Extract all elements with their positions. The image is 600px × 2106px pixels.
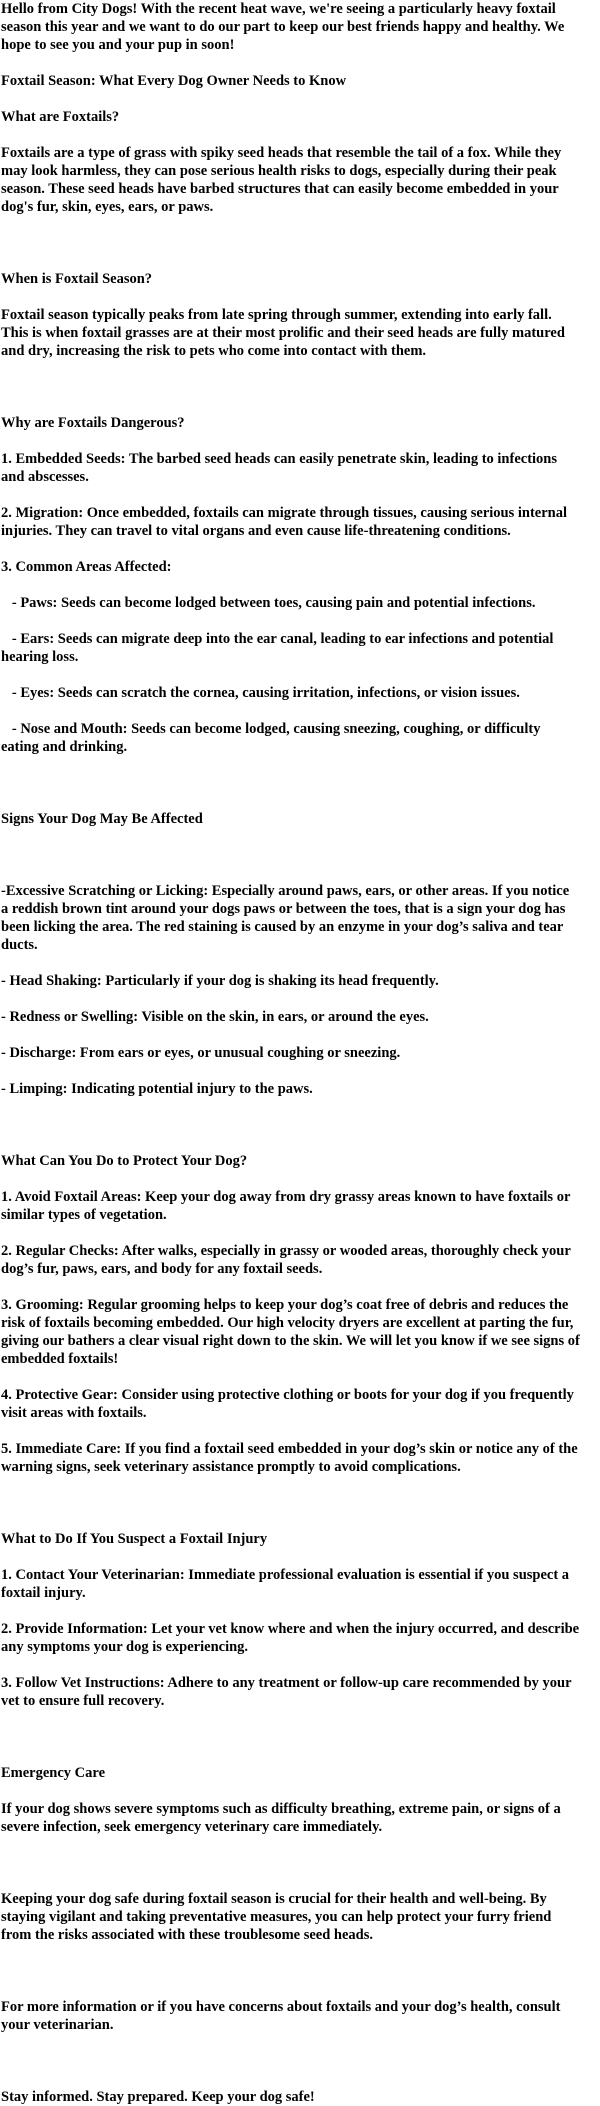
list-item: -Excessive Scratching or Licking: Especially around paws, ears, or other areas. If you notice a reddish brown tint around your dogs paws or between the toes, that is a sign your dog has been licking the area. The red staining is caused by an enzyme in your dog’s saliva and tear ducts. bbox=[1, 883, 577, 953]
list-item: - Paws: Seeds can become lodged between toes, causing pain and potential infections. bbox=[1, 595, 536, 611]
closing-paragraph: Keeping your dog safe during foxtail season is crucial for their health and well-being. By staying vigilant and taking preventative measures, you can help protect your furry friend from the risks associated with these troublesome seed heads. bbox=[1, 1891, 555, 1943]
signoff-line: Stay informed. Stay prepared. Keep your dog safe! bbox=[1, 2089, 315, 2105]
list-item: - Head Shaking: Particularly if your dog is shaking its head frequently. bbox=[1, 973, 439, 989]
list-item: 5. Immediate Care: If you find a foxtail seed embedded in your dog’s skin or notice any of the warning signs, seek veterinary assistance promptly to avoid complications. bbox=[1, 1441, 582, 1475]
section-heading-emergency: Emergency Care bbox=[1, 1765, 106, 1781]
list-item: - Limping: Indicating potential injury to the paws. bbox=[1, 1081, 313, 1097]
list-item: 1. Contact Your Veterinarian: Immediate professional evaluation is essential if you suspect a foxtail injury. bbox=[1, 1567, 573, 1601]
section-heading-suspect: What to Do If You Suspect a Foxtail Injury bbox=[1, 1531, 268, 1547]
list-item: 2. Migration: Once embedded, foxtails can migrate through tissues, causing serious internal injuries. They can travel to vital organs and even cause life-threatening conditions. bbox=[1, 505, 571, 539]
list-item: 1. Embedded Seeds: The barbed seed heads can easily penetrate skin, leading to infections and abscesses. bbox=[1, 451, 561, 485]
list-item: - Redness or Swelling: Visible on the skin, in ears, or around the eyes. bbox=[1, 1009, 429, 1025]
section-body-what: Foxtails are a type of grass with spiky seed heads that resemble the tail of a fox. While they may look harmless, they can pose serious health risks to dogs, especially during their peak season. These seed heads have barbed structures that can easily become embedded in your dog's fur, skin, eyes, ears, or paws. bbox=[1, 145, 565, 215]
list-item: - Nose and Mouth: Seeds can become lodged, causing sneezing, coughing, or difficulty eating and drinking. bbox=[1, 721, 545, 755]
list-item: 2. Provide Information: Let your vet know where and when the injury occurred, and describe any symptoms your dog is experiencing. bbox=[1, 1621, 583, 1655]
section-heading-what: What are Foxtails? bbox=[1, 109, 120, 125]
intro-paragraph: Hello from City Dogs! With the recent heat wave, we're seeing a particularly heavy foxtail season this year and we want to do our part to keep our best friends happy and healthy. We hope to see you and your pup in soon! bbox=[1, 1, 568, 53]
list-item: 3. Common Areas Affected: bbox=[1, 559, 172, 575]
article-title: Foxtail Season: What Every Dog Owner Needs to Know bbox=[1, 73, 347, 89]
list-item: 3. Follow Vet Instructions: Adhere to any treatment or follow-up care recommended by your vet to ensure full recovery. bbox=[1, 1675, 575, 1709]
section-heading-protect: What Can You Do to Protect Your Dog? bbox=[1, 1153, 248, 1169]
section-heading-signs: Signs Your Dog May Be Affected bbox=[1, 811, 203, 827]
more-info-paragraph: For more information or if you have concerns about foxtails and your dog’s health, consult your veterinarian. bbox=[1, 1999, 565, 2033]
list-item: - Ears: Seeds can migrate deep into the ear canal, leading to ear infections and potential hearing loss. bbox=[1, 631, 558, 665]
section-body-emergency: If your dog shows severe symptoms such as difficulty breathing, extreme pain, or signs of a severe infection, seek emergency veterinary care immediately. bbox=[1, 1801, 565, 1835]
section-heading-why: Why are Foxtails Dangerous? bbox=[1, 415, 185, 431]
list-item: 2. Regular Checks: After walks, especially in grassy or wooded areas, thoroughly check your dog’s fur, paws, ears, and body for any foxtail seeds. bbox=[1, 1243, 575, 1277]
list-item: 1. Avoid Foxtail Areas: Keep your dog away from dry grassy areas known to have foxtails or similar types of vegetation. bbox=[1, 1189, 574, 1223]
list-item: 3. Grooming: Regular grooming helps to keep your dog’s coat free of debris and reduces the risk of foxtails becoming embedded. Our high velocity dryers are excellent at parting the fur, giving our bathers a clear visual right down to the skin. We will let you know if we see signs of embedded foxtails! bbox=[1, 1297, 584, 1367]
list-item: 4. Protective Gear: Consider using protective clothing or boots for your dog if you frequently visit areas with foxtails. bbox=[1, 1387, 578, 1421]
section-heading-when: When is Foxtail Season? bbox=[1, 271, 153, 287]
section-body-when: Foxtail season typically peaks from late spring through summer, extending into early fall. This is when foxtail grasses are at their most prolific and their seed heads are fully matured and dry, increasing the risk to pets who come into contact with them. bbox=[1, 307, 569, 359]
list-item: - Eyes: Seeds can scratch the cornea, causing irritation, infections, or vision issues. bbox=[1, 685, 520, 701]
list-item: - Discharge: From ears or eyes, or unusual coughing or sneezing. bbox=[1, 1045, 401, 1061]
